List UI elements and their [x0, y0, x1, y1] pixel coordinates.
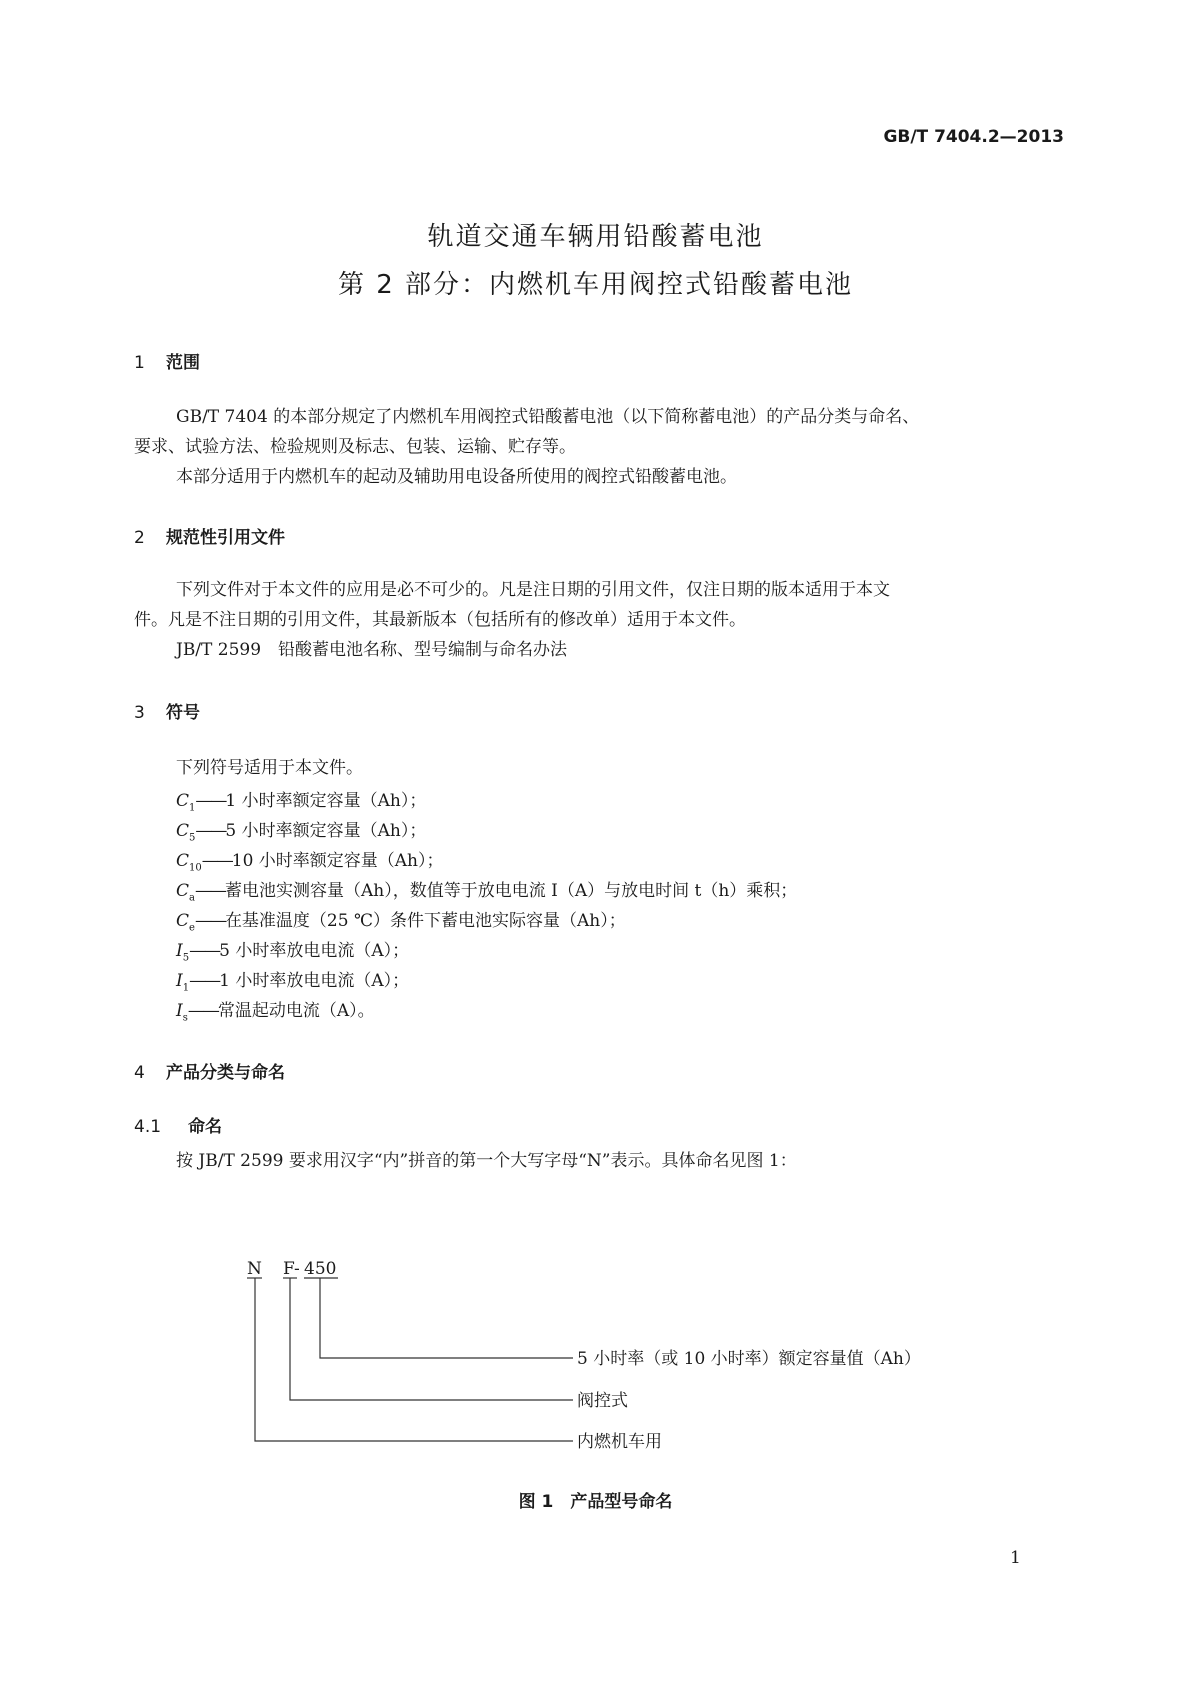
section-1-heading: [134, 348, 200, 373]
symbol-base: I: [176, 971, 183, 991]
symbol-subscript: 10: [189, 862, 202, 874]
section-number: 3: [134, 703, 145, 723]
symbol-entry: [176, 876, 797, 903]
symbol-subscript: 5: [189, 832, 196, 844]
leader-line-capacity: [320, 1278, 573, 1358]
symbol-subscript: 1: [189, 802, 196, 814]
section-4-heading: [134, 1058, 285, 1083]
paragraph-line: 下列文件对于本文件的应用是必不可少的。凡是注日期的引用文件，仅注日期的版本适用于本文: [176, 580, 890, 600]
symbol-dash: ——: [194, 881, 225, 901]
symbol-base: C: [176, 881, 190, 901]
symbol-base: C: [176, 911, 190, 931]
symbol-definition: 1 小时率放电电流（A）；: [219, 971, 410, 991]
leader-line-diesel: [255, 1278, 573, 1441]
figure-caption: 图 1 产品型号命名: [518, 1492, 673, 1512]
section-title: 符号: [166, 703, 200, 723]
code-capacity: 450: [304, 1259, 337, 1279]
section-title: 范围: [166, 353, 200, 373]
symbol-dash: ——: [195, 791, 226, 811]
symbol-entry: [176, 906, 626, 933]
symbol-base: I: [176, 941, 183, 961]
section-2-heading: [134, 523, 285, 548]
label-valve-regulated: 阀控式: [577, 1391, 628, 1411]
paragraph-line: 要求、试验方法、检验规则及标志、包装、运输、贮存等。: [134, 437, 576, 457]
label-diesel-locomotive: 内燃机车用: [577, 1432, 662, 1452]
symbol-definition: 蓄电池实测容量（Ah），数值等于放电电流 I（A）与放电时间 t（h）乘积；: [224, 881, 798, 901]
symbol-definition: 常温起动电流（A）。: [217, 1001, 375, 1021]
symbol-dash: ——: [194, 911, 225, 931]
reference-entry: JB/T 2599 铅酸蓄电池名称、型号编制与命名办法: [176, 640, 568, 660]
label-capacity: 5 小时率（或 10 小时率）额定容量值（Ah）: [577, 1349, 921, 1369]
paragraph-line: 按 JB/T 2599 要求用汉字“内”拼音的第一个大写字母“N”表示。具体命名见图 1：: [176, 1151, 797, 1171]
symbol-entry: [176, 936, 409, 963]
symbol-dash: ——: [201, 851, 232, 871]
paragraph-line: 本部分适用于内燃机车的起动及辅助用电设备所使用的阀控式铅酸蓄电池。: [176, 467, 737, 487]
leader-line-valve: [290, 1278, 573, 1400]
symbol-dash: ——: [189, 971, 220, 991]
subsection-4-1-heading: [134, 1112, 222, 1137]
symbol-subscript: s: [182, 1012, 188, 1024]
symbol-subscript: e: [189, 922, 195, 934]
section-number: 2: [134, 528, 145, 548]
symbol-entry: [176, 966, 409, 993]
paragraph-line: 件。凡是不注日期的引用文件，其最新版本（包括所有的修改单）适用于本文件。: [134, 610, 746, 630]
symbol-definition: 5 小时率放电电流（A）；: [219, 941, 410, 961]
section-title: 规范性引用文件: [166, 528, 285, 548]
symbol-definition: 1 小时率额定容量（Ah）；: [225, 791, 427, 811]
title-line-1: 轨道交通车辆用铅酸蓄电池: [427, 222, 764, 252]
symbol-base: C: [176, 851, 190, 871]
symbol-entry: [176, 996, 375, 1023]
symbol-dash: ——: [187, 1001, 218, 1021]
symbol-dash: ——: [189, 941, 220, 961]
subsection-number: 4.1: [134, 1117, 162, 1137]
section-title: 产品分类与命名: [166, 1063, 285, 1083]
symbol-definition: 10 小时率额定容量（Ah）；: [231, 851, 444, 871]
symbol-dash: ——: [195, 821, 226, 841]
section-number: 4: [134, 1063, 145, 1083]
section-3-heading: [134, 698, 200, 723]
symbol-base: C: [176, 791, 190, 811]
title-line-2: 第 2 部分：内燃机车用阀控式铅酸蓄电池: [337, 270, 854, 300]
code-letter-f: F-: [283, 1259, 300, 1279]
subsection-title: 命名: [188, 1117, 222, 1137]
symbol-subscript: 1: [182, 982, 190, 994]
symbol-definition: 在基准温度（25 ℃）条件下蓄电池实际容量（Ah）；: [224, 911, 626, 931]
symbol-entry: [176, 846, 444, 873]
section-number: 1: [134, 353, 145, 373]
symbol-subscript: a: [189, 892, 195, 904]
symbol-entry: [176, 786, 426, 813]
symbol-base: C: [176, 821, 190, 841]
symbol-definition: 5 小时率额定容量（Ah）；: [225, 821, 427, 841]
page-number: 1: [1010, 1548, 1021, 1568]
symbol-entry: [176, 816, 426, 843]
paragraph-line: GB/T 7404 的本部分规定了内燃机车用阀控式铅酸蓄电池（以下简称蓄电池）的产品分类与命名、: [176, 407, 920, 427]
symbol-subscript: 5: [182, 952, 190, 964]
paragraph-line: 下列符号适用于本文件。: [176, 758, 363, 778]
standard-code: GB/T 7404.2—2013: [883, 127, 1064, 147]
symbol-base: I: [176, 1001, 183, 1021]
code-letter-n: N: [247, 1259, 262, 1279]
